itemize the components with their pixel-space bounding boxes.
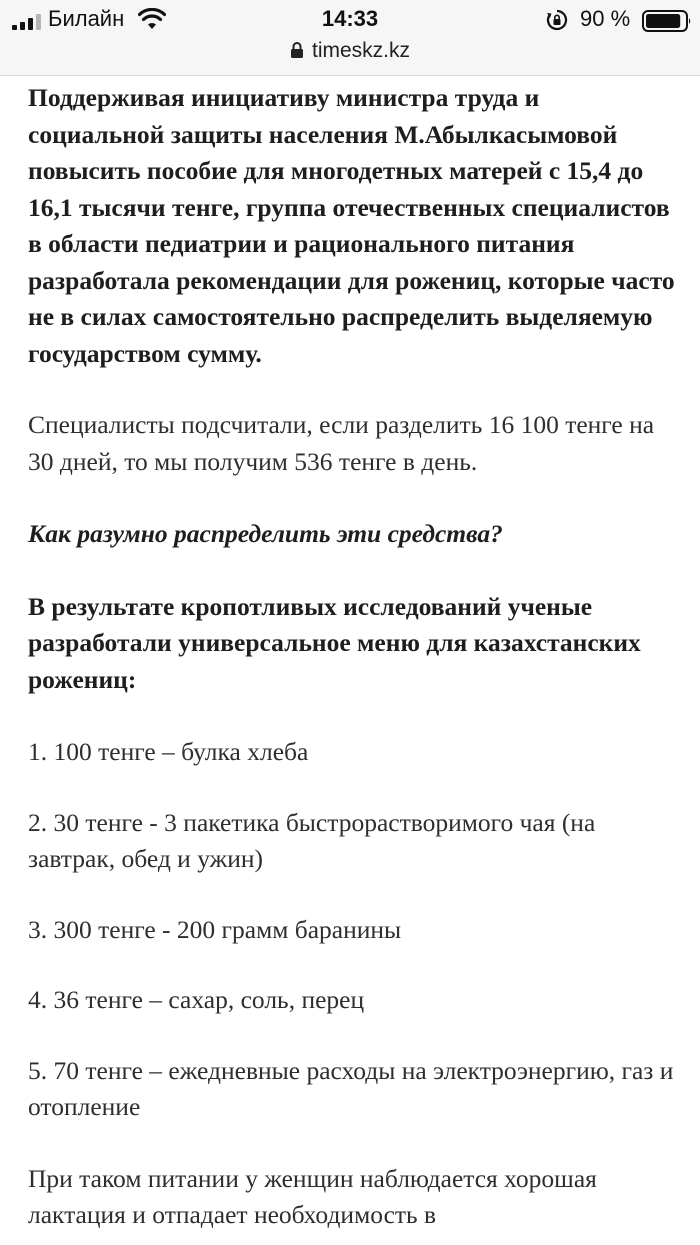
list-item: 4. 36 тенге – сахар, соль, перец	[28, 985, 365, 1014]
article-closing: При таком питании у женщин наблюдается хорошая лактация и отпадает необходимость в	[28, 1163, 597, 1229]
article-lead: Поддерживая инициативу министра труда и социальной защиты населения М.Абылкасымовой повысить пособие для многодетных матерей с 15,4 до 16,1 тысячи тенге, группа отечественных специалистов в области педиатрии и рационального питания разработала рекомендации для рожениц, которые часто не в силах самостоятельно распределить выделяемую государством сумму.	[28, 83, 675, 368]
article-paragraph: Специалисты подсчитали, если разделить 16 100 тенге на 30 дней, то мы получим 536 тенге в день.	[28, 410, 655, 476]
clock: 14:33	[321, 6, 379, 31]
article-content	[28, 80, 678, 1234]
browser-top-bar	[0, 0, 700, 76]
padlock-icon	[290, 41, 304, 59]
status-bar	[0, 4, 700, 34]
battery-percentage: 90 %	[580, 6, 631, 31]
list-item: 2. 30 тенге - 3 пакетика быстрорастворимого чая (на завтрак, обед и ужин)	[28, 807, 596, 873]
article-question: Как разумно распределить эти средства?	[28, 519, 503, 548]
battery-icon	[642, 10, 692, 32]
address-bar[interactable]	[0, 36, 700, 66]
article-intro: В результате кропотливых исследований ученые разработали универсальное меню для казахстанских рожениц:	[28, 591, 641, 694]
list-item: 5. 70 тенге – ежедневные расходы на электроэнергию, газ и отопление	[28, 1055, 674, 1121]
rotation-lock-icon	[546, 9, 568, 31]
url-text: timeskz.kz	[311, 39, 410, 62]
list-item: 1. 100 тенге – булка хлеба	[28, 737, 309, 766]
carrier-name: Билайн	[48, 6, 125, 31]
list-item: 3. 300 тенге - 200 грамм баранины	[28, 914, 402, 944]
